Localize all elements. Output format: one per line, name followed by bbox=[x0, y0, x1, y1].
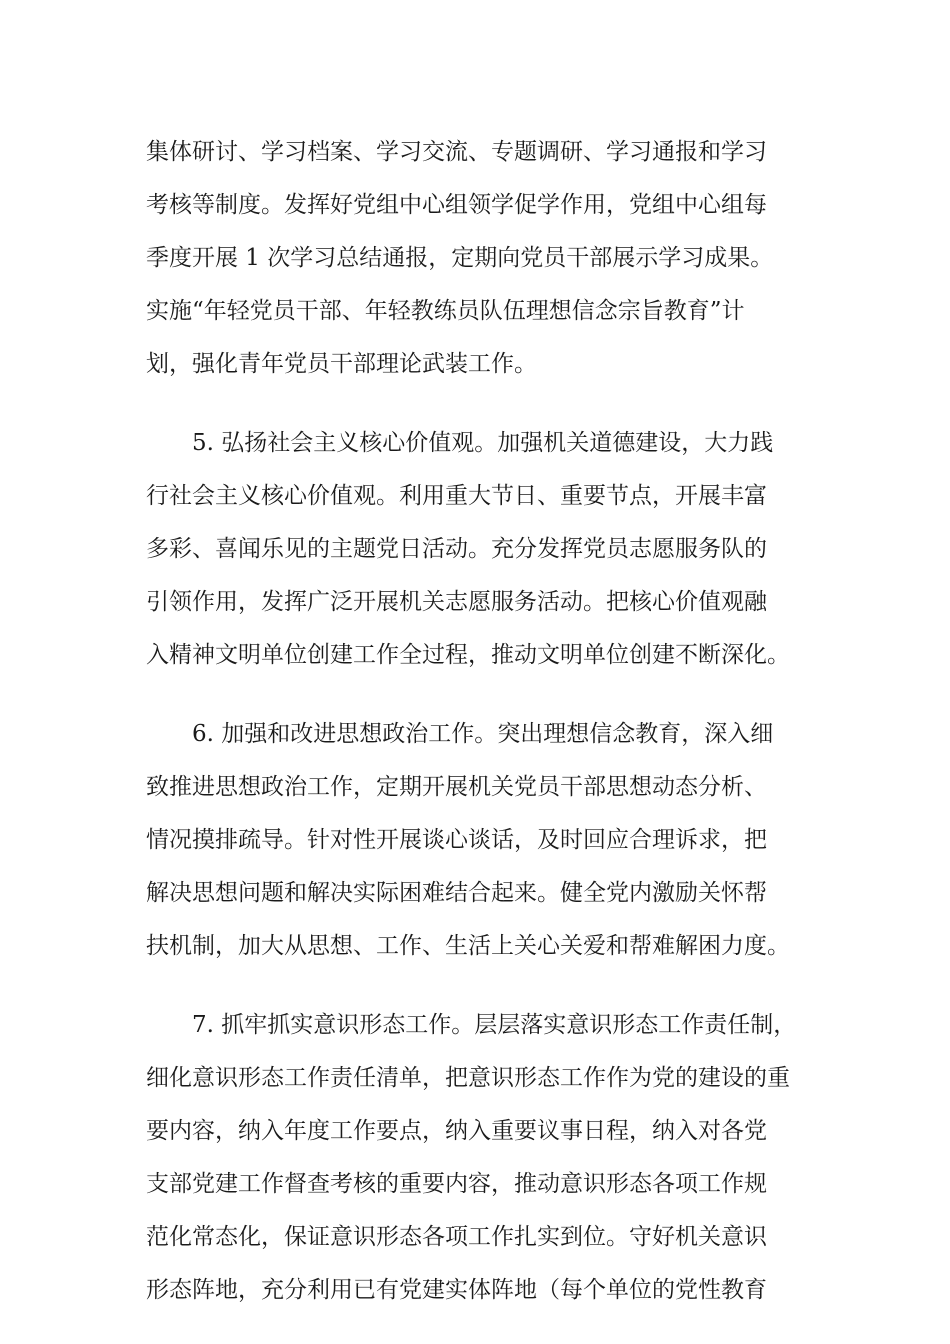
text-line: 情况摸排疏导。针对性开展谈心谈话，及时回应合理诉求，把 bbox=[146, 827, 767, 853]
text-line: 5. 弘扬社会主义核心价值观。加强机关道德建设，大力践 bbox=[192, 430, 774, 456]
text-line: 考核等制度。发挥好党组中心组领学促学作用，党组中心组每 bbox=[146, 192, 767, 218]
document-body bbox=[146, 126, 806, 1343]
text-line: 多彩、喜闻乐见的主题党日活动。充分发挥党员志愿服务队的 bbox=[146, 536, 767, 562]
text-line: 季度开展 1 次学习总结通报，定期向党员干部展示学习成果。 bbox=[146, 245, 774, 271]
text-line: 范化常态化，保证意识形态各项工作扎实到位。守好机关意识 bbox=[146, 1224, 767, 1250]
text-line: 扶机制，加大从思想、工作、生活上关心关爱和帮难解困力度。 bbox=[146, 933, 790, 959]
text-line: 6. 加强和改进思想政治工作。突出理想信念教育，深入细 bbox=[192, 721, 774, 747]
text-line: 划，强化青年党员干部理论武装工作。 bbox=[146, 351, 537, 377]
text-line: 要内容，纳入年度工作要点，纳入重要议事日程，纳入对各党 bbox=[146, 1118, 767, 1144]
paragraph-item-7 bbox=[146, 999, 806, 1317]
text-line: 致推进思想政治工作，定期开展机关党员干部思想动态分析、 bbox=[146, 774, 767, 800]
text-line: 解决思想问题和解决实际困难结合起来。健全党内激励关怀帮 bbox=[146, 880, 767, 906]
text-line: 集体研讨、学习档案、学习交流、专题调研、学习通报和学习 bbox=[146, 139, 767, 165]
text-line: 入精神文明单位创建工作全过程，推动文明单位创建不断深化。 bbox=[146, 642, 790, 668]
text-line: 行社会主义核心价值观。利用重大节日、重要节点，开展丰富 bbox=[146, 483, 767, 509]
text-line: 支部党建工作督查考核的重要内容，推动意识形态各项工作规 bbox=[146, 1171, 767, 1197]
text-line: 实施“年轻党员干部、年轻教练员队伍理想信念宗旨教育”计 bbox=[146, 298, 745, 324]
text-line: 7. 抓牢抓实意识形态工作。层层落实意识形态工作责任制， bbox=[192, 1012, 797, 1038]
text-line: 细化意识形态工作责任清单，把意识形态工作作为党的建设的重 bbox=[146, 1065, 790, 1091]
paragraph-item-5 bbox=[146, 417, 806, 682]
text-line: 形态阵地，充分利用已有党建实体阵地（每个单位的党性教育 bbox=[146, 1277, 767, 1303]
paragraph-item-6 bbox=[146, 708, 806, 973]
paragraph-study-system bbox=[146, 126, 806, 391]
text-line: 引领作用，发挥广泛开展机关志愿服务活动。把核心价值观融 bbox=[146, 589, 767, 615]
